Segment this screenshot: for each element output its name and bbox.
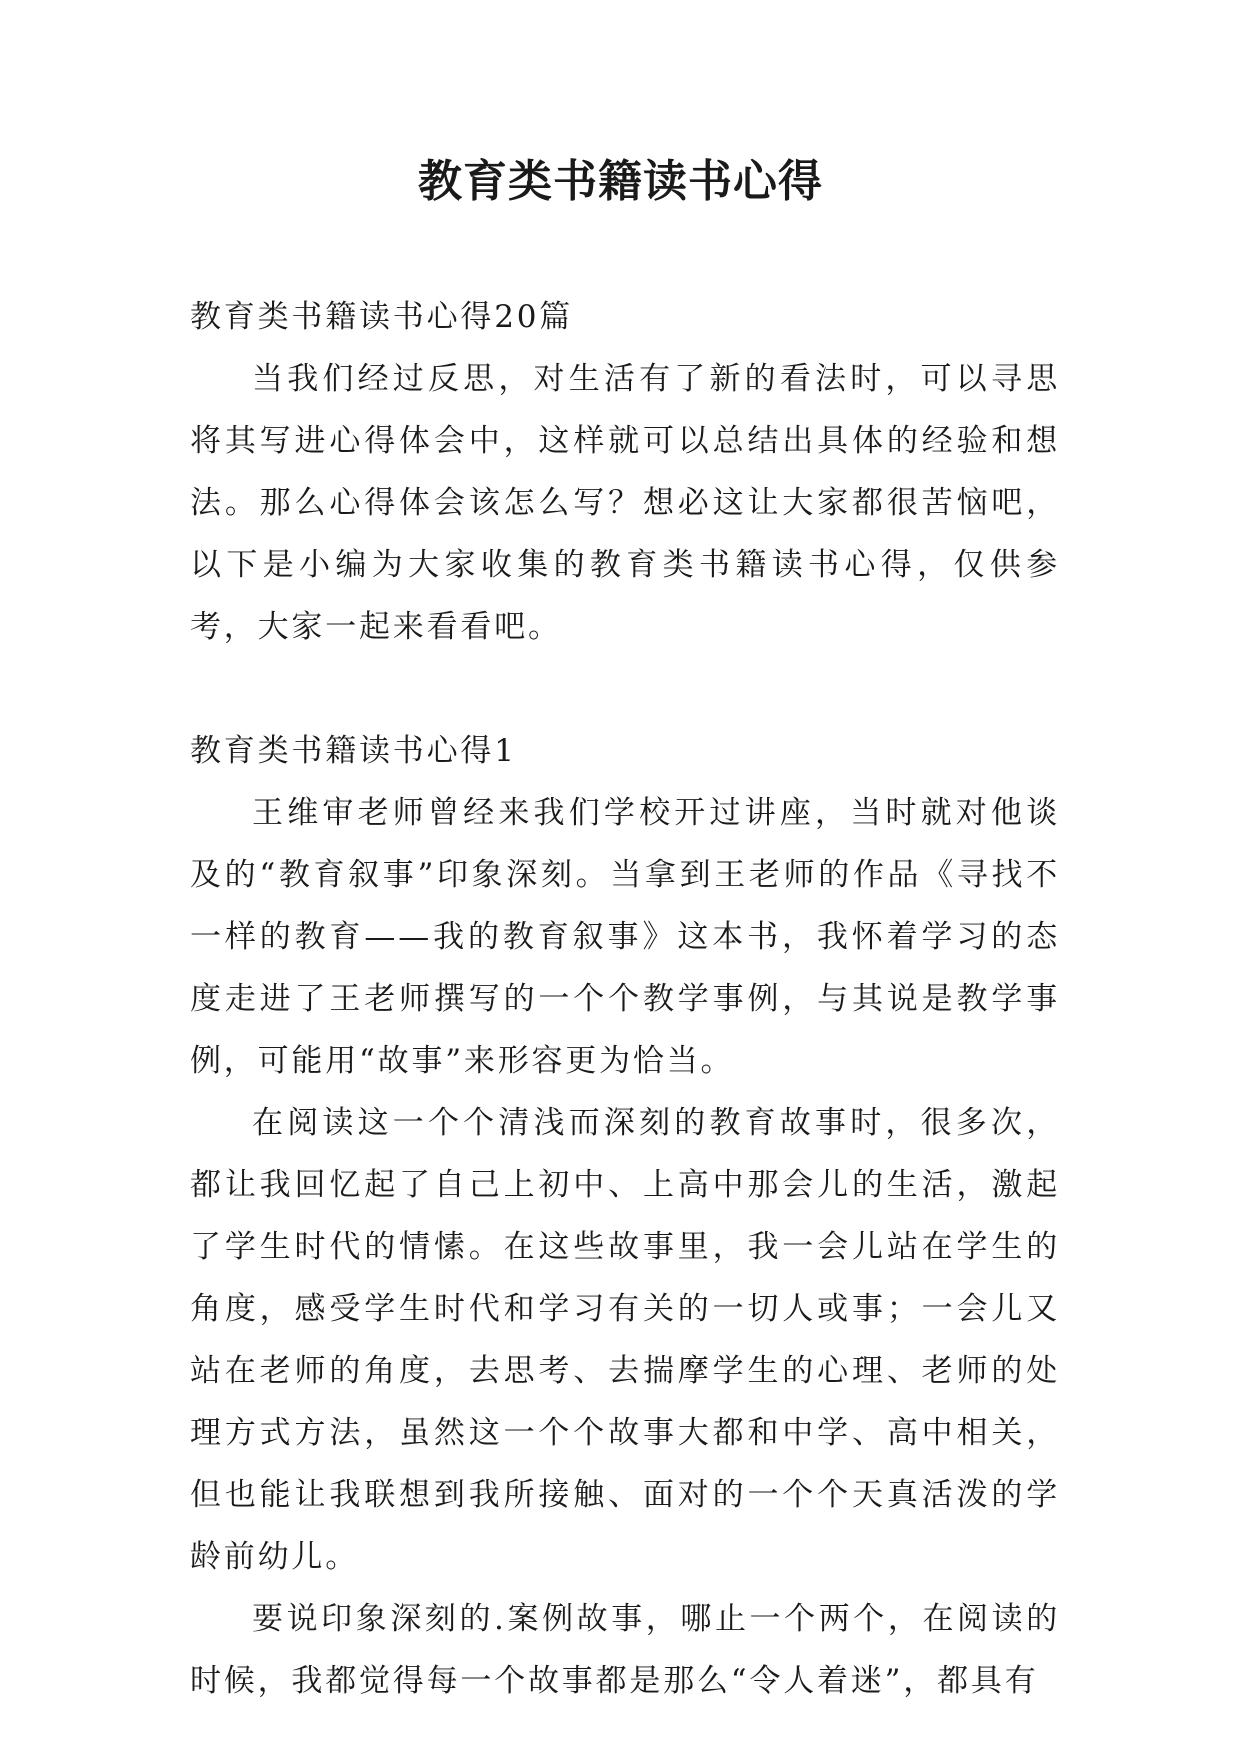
document-subtitle: 教育类书籍读书心得20篇 (190, 299, 574, 335)
document-title: 教育类书籍读书心得 (418, 156, 823, 207)
section-spacer (190, 658, 1060, 720)
body-paragraph: 王维审老师曾经来我们学校开过讲座，当时就对他谈及的“教育叙事”印象深刻。当拿到王老师的作品《寻找不一样的教育——我的教育叙事》这本书，我怀着学习的态度走进了王老师撰写的一个个教学事例，与其说是教学事例，可能用“故事”来形容更为恰当。 (190, 795, 1060, 1079)
body-paragraph: 在阅读这一个个清浅而深刻的教育故事时，很多次，都让我回忆起了自己上初中、上高中那会儿的生活，激起了学生时代的情愫。在这些故事里，我一会儿站在学生的角度，感受学生时代和学习有关的一切人或事；一会儿又站在老师的角度，去思考、去揣摩学生的心理、老师的处理方式方法，虽然这一个个故事大都和中学、高中相关，但也能让我联想到我所接触、面对的一个个天真活泼的学龄前幼儿。 (190, 1105, 1060, 1575)
section-heading: 教育类书籍读书心得1 (190, 733, 517, 769)
intro-paragraph: 当我们经过反思，对生活有了新的看法时，可以寻思将其写进心得体会中，这样就可以总结出具体的经验和想法。那么心得体会该怎么写？想必这让大家都很苦恼吧，以下是小编为大家收集的教育类书籍读书心得，仅供参考，大家一起来看看吧。 (190, 361, 1060, 645)
body-paragraph: 要说印象深刻的.案例故事，哪止一个两个，在阅读的时候，我都觉得每一个故事都是那么“令人着迷”，都具有 (190, 1601, 1060, 1699)
document-body (190, 286, 1060, 1712)
